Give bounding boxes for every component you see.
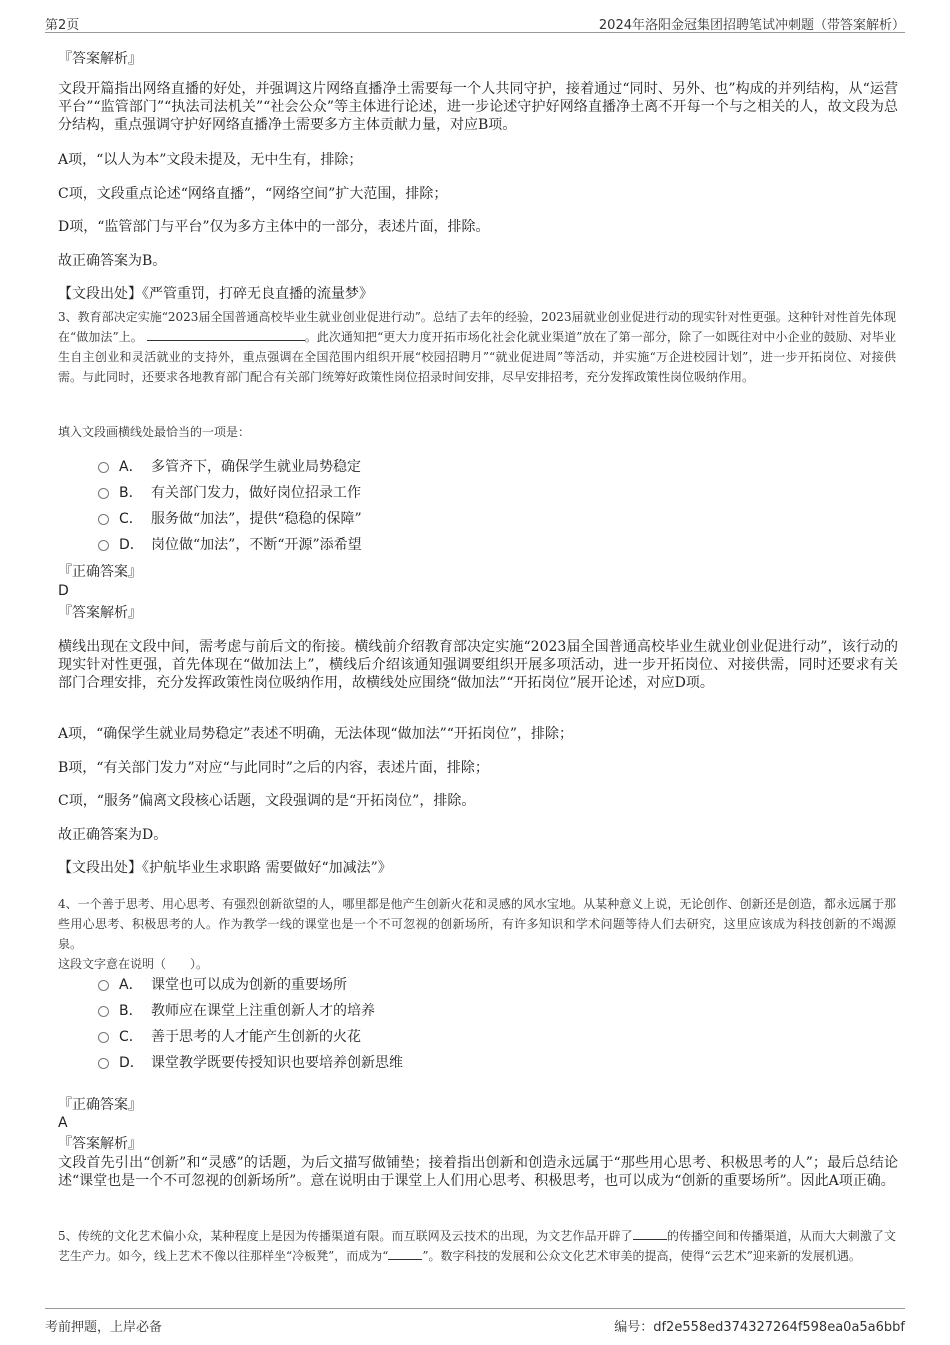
question-4-stem: 4、一个善于思考、用心思考、有强烈创新欲望的人，哪里都是他产生创新火花和灵感的风水宝地。从某种意义上说，无论创作、创新还是创造，都永远属于那些用心思考、积极思考的人。作为教学一线的课堂也是一个不可忽视的创新场所，有许多知识和学术问题等待人们去研究，这里应该成为科技创新的不竭源泉。 (58, 897, 896, 951)
fill-blank (388, 1247, 422, 1260)
question-4-option-b[interactable]: B． 教师应在课堂上注重创新人才的培养 (98, 1002, 375, 1020)
answer-label: 『正确答案』 (58, 1097, 142, 1113)
analysis-option-b: B项，“有关部门发力”对应“与此同时”之后的内容，表述片面，排除； (58, 760, 489, 776)
question-3-prompt: 填入文段画横线处最恰当的一项是： (58, 425, 251, 439)
radio-icon[interactable] (98, 1006, 109, 1017)
question-3-option-b[interactable]: B． 有关部门发力，做好岗位招录工作 (98, 484, 361, 502)
analysis-option-c: C项，文段重点论述“网络直播”，“网络空间”扩大范围，排除； (58, 186, 448, 202)
radio-icon[interactable] (98, 1058, 109, 1069)
analysis-option-c: C项，“服务”偏离文段核心话题，文段强调的是“开拓岗位”，排除。 (58, 793, 476, 809)
page-header (45, 10, 905, 33)
radio-icon[interactable] (98, 1032, 109, 1043)
radio-icon[interactable] (98, 540, 109, 551)
analysis-option-d: D项，“监管部门与平台”仅为多方主体中的一部分，表述片面，排除。 (58, 219, 490, 235)
analysis-label: 『答案解析』 (58, 605, 142, 621)
page-number: 第2页 (45, 18, 80, 33)
question-4-option-a[interactable]: A． 课堂也可以成为创新的重要场所 (98, 976, 347, 994)
question-3-stem: 3、教育部决定实施“2023届全国普通高校毕业生就业创业促进行动”。总结了去年的经验，2023届就业创业促进行动的现实针对性更强。这种针对性首先体现在“做加法”上。 。此次通知把“更大力度开拓市场化社会化就业渠道”放在了第一部分，除了一如既往对中小企业的鼓励、对毕业生自主创业和灵活就业的支持外，重点强调在全国范围内组织开展“校园招聘月”“就业促进周”等活动，并实施“万企进校园计划”，进一步开拓岗位、对接供需。与此同时，还要求各地教育部门配合有关部门统筹好政策性岗位招录时间安排，尽早安排招考，充分发挥政策性岗位吸纳作用。 (58, 310, 896, 384)
correct-answer: D (58, 583, 69, 599)
source-citation: 【文段出处】《护航毕业生求职路 需要做好“加减法”》 (58, 860, 392, 876)
footer-slogan: 考前押题，上岸必备 (45, 1320, 163, 1335)
analysis-option-a: A项，“以人为本”文段未提及，无中生有，排除； (58, 152, 363, 168)
question-3-option-c[interactable]: C． 服务做“加法”，提供“稳稳的保障” (98, 510, 362, 528)
radio-icon[interactable] (98, 462, 109, 473)
correct-answer: A (58, 1115, 68, 1131)
question-4-prompt: 这段文字意在说明（ ）。 (58, 957, 209, 971)
fill-blank (147, 328, 305, 341)
question-4-option-d[interactable]: D． 课堂教学既要传授知识也要培养创新思维 (98, 1054, 403, 1072)
analysis-label: 『答案解析』 (58, 1136, 142, 1152)
document-id: 编号：df2e558ed374327264f598ea0a5a6bbf (614, 1320, 905, 1335)
question-4-option-c[interactable]: C． 善于思考的人才能产生创新的火花 (98, 1028, 361, 1046)
radio-icon[interactable] (98, 514, 109, 525)
analysis-text: 文段开篇指出网络直播的好处，并强调这片网络直播净土需要每一个人共同守护，接着通过“同时、另外、也”构成的并列结构，从“运营平台”“监管部门”“执法司法机关”“社会公众”等主体进行论述，进一步论述守护好网络直播净土离不开每一个与之相关的人，故文段为总分结构，重点强调守护好网络直播净土需要多方主体贡献力量，对应B项。 (58, 81, 898, 133)
question-3-option-d[interactable]: D． 岗位做“加法”，不断“开源”添希望 (98, 536, 362, 554)
fill-blank (633, 1227, 667, 1240)
document-title: 2024年洛阳金冠集团招聘笔试冲刺题（带答案解析） (598, 18, 905, 33)
radio-icon[interactable] (98, 980, 109, 991)
analysis-text: 横线出现在文段中间，需考虑与前后文的衔接。横线前介绍教育部决定实施“2023届全国普通高校毕业生就业创业促进行动”，该行动的现实针对性更强，首先体现在“做加法上”，横线后介绍该通知强调要组织开展多项活动，进一步开拓岗位、对接供需，同时还要求有关部门合理安排，充分发挥政策性岗位吸纳作用，故横线处应围绕“做加法”“开拓岗位”展开论述，对应D项。 (58, 639, 898, 691)
answer-conclusion: 故正确答案为B。 (58, 253, 167, 269)
analysis-label: 『答案解析』 (58, 51, 142, 67)
analysis-text: 文段首先引出“创新”和“灵感”的话题，为后文描写做铺垫；接着指出创新和创造永远属于“那些用心思考、积极思考的人”；最后总结论述“课堂也是一个不可忽视的创新场所”。意在说明由于课堂上人们用心思考、积极思考，也可以成为“创新的重要场所”。因此A项正确。 (58, 1155, 898, 1189)
page-footer (45, 1308, 905, 1337)
question-3-option-a[interactable]: A． 多管齐下，确保学生就业局势稳定 (98, 458, 361, 476)
answer-label: 『正确答案』 (58, 564, 142, 580)
question-5-stem: 5、传统的文化艺术偏小众，某种程度上是因为传播渠道有限。而互联网及云技术的出现，为文艺作品开辟了 的传播空间和传播渠道，从而大大刺激了文艺生产力。如今，线上艺术不像以往那样坐“冷板凳”，而成为“ ”。数字科技的发展和公众文化艺术审美的提高，使得“云艺术”迎来新的发展机遇。 (58, 1229, 896, 1263)
answer-conclusion: 故正确答案为D。 (58, 827, 168, 843)
analysis-option-a: A项，“确保学生就业局势稳定”表述不明确，无法体现“做加法”“开拓岗位”，排除； (58, 726, 574, 742)
radio-icon[interactable] (98, 488, 109, 499)
source-citation: 【文段出处】《严管重罚，打碎无良直播的流量梦》 (58, 286, 373, 302)
